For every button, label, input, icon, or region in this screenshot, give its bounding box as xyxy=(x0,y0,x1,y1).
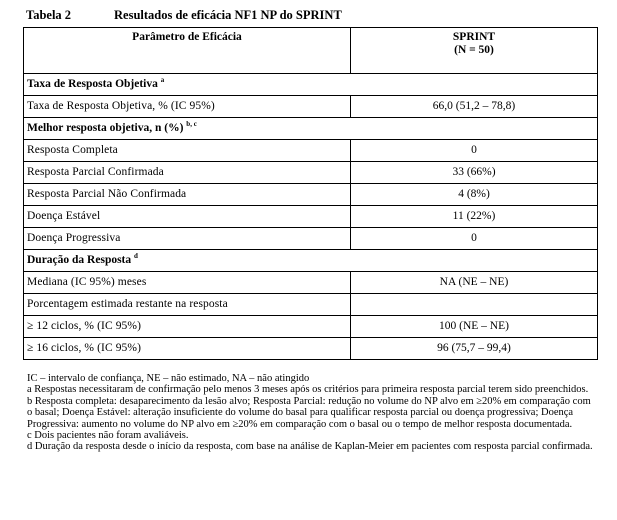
section-title: Taxa de Resposta Objetiva xyxy=(27,78,158,90)
row-label: Doença Estável xyxy=(24,206,351,228)
row-value: 96 (75,7 – 99,4) xyxy=(351,338,598,360)
footnote-marker: a xyxy=(160,76,165,85)
footnote-c: c Dois pacientes não foram avaliáveis. xyxy=(27,430,189,442)
table-caption xyxy=(26,8,342,23)
row-label: Resposta Parcial Não Confirmada xyxy=(24,184,351,206)
footnote-a: a Respostas necessitaram de confirmação pelo menos 3 meses após os critérios para primeira resposta parcial terem sido preenchidos. xyxy=(27,384,589,396)
table-row xyxy=(24,96,598,118)
table-title: Resultados de eficácia NF1 NP do SPRINT xyxy=(114,8,342,22)
table-number: Tabela 2 xyxy=(26,8,72,22)
section-orr xyxy=(24,74,598,96)
header-sprint xyxy=(351,28,598,74)
section-title: Duração da Resposta xyxy=(27,254,132,266)
table-row xyxy=(24,272,598,294)
footnote-abbreviations: IC – intervalo de confiança, NE – não estimado, NA – não atingido xyxy=(27,373,310,384)
section-title: Melhor resposta objetiva, n (%) xyxy=(27,122,184,134)
row-label: ≥ 12 ciclos, % (IC 95%) xyxy=(24,316,351,338)
section-row xyxy=(24,250,598,272)
header-sprint-name: SPRINT xyxy=(452,31,496,43)
table-header-row xyxy=(24,28,598,74)
row-label: Taxa de Resposta Objetiva, % (IC 95%) xyxy=(24,96,351,118)
footnote-d: d Duração da resposta desde o início da resposta, com base na análise de Kaplan-Meier em pacientes com resposta parcial confirmada. xyxy=(27,441,593,453)
row-label: Doença Progressiva xyxy=(24,228,351,250)
section-duration xyxy=(24,250,598,272)
row-value: 11 (22%) xyxy=(351,206,598,228)
table-row xyxy=(24,338,598,360)
header-sprint-n: (N = 50) xyxy=(454,44,494,56)
row-value: 0 xyxy=(351,228,598,250)
section-best-response xyxy=(24,118,598,140)
row-value: 66,0 (51,2 – 78,8) xyxy=(351,96,598,118)
row-value: 100 (NE – NE) xyxy=(351,316,598,338)
table-row xyxy=(24,228,598,250)
row-value xyxy=(351,294,598,316)
section-row xyxy=(24,118,598,140)
row-label: Resposta Parcial Confirmada xyxy=(24,162,351,184)
table-row xyxy=(24,184,598,206)
row-label: Resposta Completa xyxy=(24,140,351,162)
row-label: ≥ 16 ciclos, % (IC 95%) xyxy=(24,338,351,360)
footnote-marker: b, c xyxy=(186,120,197,129)
row-value: 33 (66%) xyxy=(351,162,598,184)
table-row xyxy=(24,162,598,184)
table-row xyxy=(24,206,598,228)
row-value: 0 xyxy=(351,140,598,162)
row-value: NA (NE – NE) xyxy=(351,272,598,294)
table-row xyxy=(24,140,598,162)
footnote-marker: d xyxy=(134,252,138,261)
row-label: Mediana (IC 95%) meses xyxy=(24,272,351,294)
header-parameter: Parâmetro de Eficácia xyxy=(24,28,351,74)
footnote-b: b Resposta completa: desaparecimento da lesão alvo; Resposta Parcial: redução no volume do NP alvo em ≥20% em comparação com o basal; Doença Estável: alteração insuficiente do volume do basal para qualificar resposta parcial ou doença progressiva; Doença Progressiva: aumento no volume do NP alvo em ≥20% em comparação com o basal ou o tempo de melhor resposta documentada. xyxy=(27,395,591,430)
section-row xyxy=(24,74,598,96)
row-label: Porcentagem estimada restante na resposta xyxy=(24,294,351,316)
row-value: 4 (8%) xyxy=(351,184,598,206)
efficacy-table xyxy=(23,27,598,360)
table-row xyxy=(24,294,598,316)
table-row xyxy=(24,316,598,338)
footnotes xyxy=(27,373,597,453)
